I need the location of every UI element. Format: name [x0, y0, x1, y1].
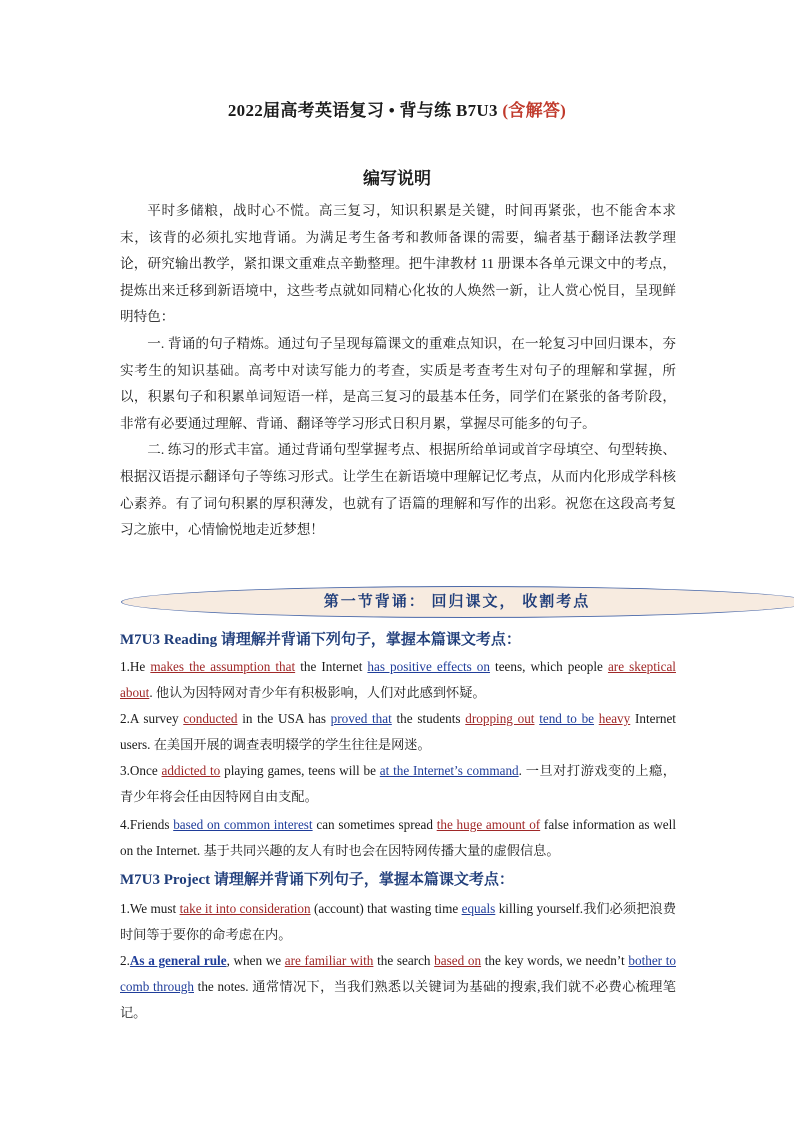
item-text: can sometimes spread — [312, 817, 437, 832]
item-text: the notes. 通常情况下，当我们熟悉以关键词为基础的搜索,我们就不必费心梳理笔记。 — [120, 979, 676, 1020]
item-text: the search — [373, 953, 435, 968]
key-phrase: dropping out — [465, 711, 535, 726]
key-phrase: As a general rule — [129, 953, 227, 968]
list-item — [120, 654, 676, 706]
list-item — [120, 758, 676, 810]
list-item — [120, 896, 676, 948]
item-text: the key words, we needn’t — [481, 953, 629, 968]
key-phrase: has positive effects on — [367, 659, 490, 674]
document-title — [0, 96, 794, 121]
title-main: 2022届高考英语复习 • 背与练 B7U3 — [227, 101, 503, 120]
key-phrase: makes the assumption that — [150, 659, 296, 674]
item-text: 4.Friends — [120, 817, 174, 832]
key-phrase: bother to — [628, 953, 676, 968]
key-phrase: are familiar with — [284, 953, 374, 968]
item-text: in the USA has — [237, 711, 331, 726]
item-text: 1.He — [120, 659, 151, 674]
item-text: the students — [391, 711, 466, 726]
project-section-heading: M7U3 Project 请理解并背诵下列句子，掌握本篇课文考点： — [120, 872, 514, 888]
list-item — [120, 812, 676, 864]
item-text: . 他认为因特网对青少年有积极影响，人们对此感到怀疑。 — [149, 685, 486, 700]
key-phrase: addicted to — [161, 763, 221, 778]
item-text: . 一旦对打游戏变的上瘾，青少年将会任由因特网自由支配。 — [120, 763, 676, 804]
item-text: killing yourself.我们必须把浪费时间等于要你的命考虑在内。 — [120, 901, 677, 942]
item-text: , when we — [226, 953, 285, 968]
key-phrase: equals — [461, 901, 496, 916]
key-phrase: conducted — [183, 711, 238, 726]
item-text: playing games, teens will be — [220, 763, 380, 778]
item-text: 3.Once — [120, 763, 162, 778]
key-phrase: proved that — [330, 711, 392, 726]
key-phrase: based on common interest — [173, 817, 313, 832]
section-subtitle: 编写说明 — [363, 169, 431, 188]
key-phrase: are skeptical about — [120, 659, 676, 700]
key-phrase: heavy — [598, 711, 631, 726]
item-text: false information as well on the Internet. 基于共同兴趣的友人有时也会在因特网传播大量的虚假信息。 — [120, 817, 676, 858]
section-banner-text: 第一节背诵： 回归课文， 收割考点 — [323, 594, 591, 610]
key-phrase: comb through — [120, 979, 194, 994]
intro-text — [120, 198, 676, 544]
item-text: teens, which people — [489, 659, 608, 674]
reading-section-heading: M7U3 Reading 请理解并背诵下列句子，掌握本篇课文考点： — [120, 632, 521, 648]
item-text: (account) that wasting time — [310, 901, 462, 916]
item-text: 2.A survey — [120, 711, 184, 726]
item-text: the Internet — [295, 659, 368, 674]
key-phrase: at the Internet’s command — [379, 763, 519, 778]
intro-paragraph-2: 一. 背诵的句子精炼。通过句子呈现每篇课文的重难点知识，在一轮复习中回归课本，夯实考生的知识基础。高考中对读写能力的考查，实质是考查考生对句子的理解和掌握，所以，积累句子和积累单词短语一样，是高三复习的最基本任务，同学们在紧张的备考阶段，非常有必要通过理解、背诵、翻译等学习形式日积月累，掌握尽可能多的句子。 — [120, 335, 676, 431]
item-text: 2. — [120, 953, 130, 968]
item-text: 1.We must — [120, 901, 180, 916]
key-phrase: take it into consideration — [179, 901, 311, 916]
key-phrase: tend to be — [539, 711, 595, 726]
title-suffix: (含解答) — [502, 101, 567, 120]
key-phrase: based on — [434, 953, 482, 968]
intro-paragraph-1: 平时多储粮，战时心不慌。高三复习，知识积累是关键，时间再紧张，也不能舍本求末，该背的必须扎实地背诵。为满足考生备考和教师备课的需要，编者基于翻译法教学理论，研究输出教学，紧扣课文重难点辛勤整理。把牛津教材 11 册课本各单元课文中的考点，提炼出来迁移到新语境中，这些考点就如同精心化妆的人焕然一新，让人赏心悦目，呈现鲜明特色： — [120, 203, 676, 325]
intro-paragraph-3: 二. 练习的形式丰富。通过背诵句型掌握考点、根据所给单词或首字母填空、句型转换、根据汉语提示翻译句子等练习形式。让学生在新语境中理解记忆考点，从而内化形成学科核心素养。有了词句积累的厚积薄发，也就有了语篇的理解和写作的出彩。祝您在这段高考复习之旅中，心情愉悦地走近梦想！ — [120, 442, 676, 538]
list-item — [120, 948, 676, 1026]
key-phrase: the huge amount of — [436, 817, 541, 832]
list-item — [120, 706, 676, 758]
item-text: Internet users. 在美国开展的调查表明辍学的学生往往是网迷。 — [120, 711, 676, 752]
